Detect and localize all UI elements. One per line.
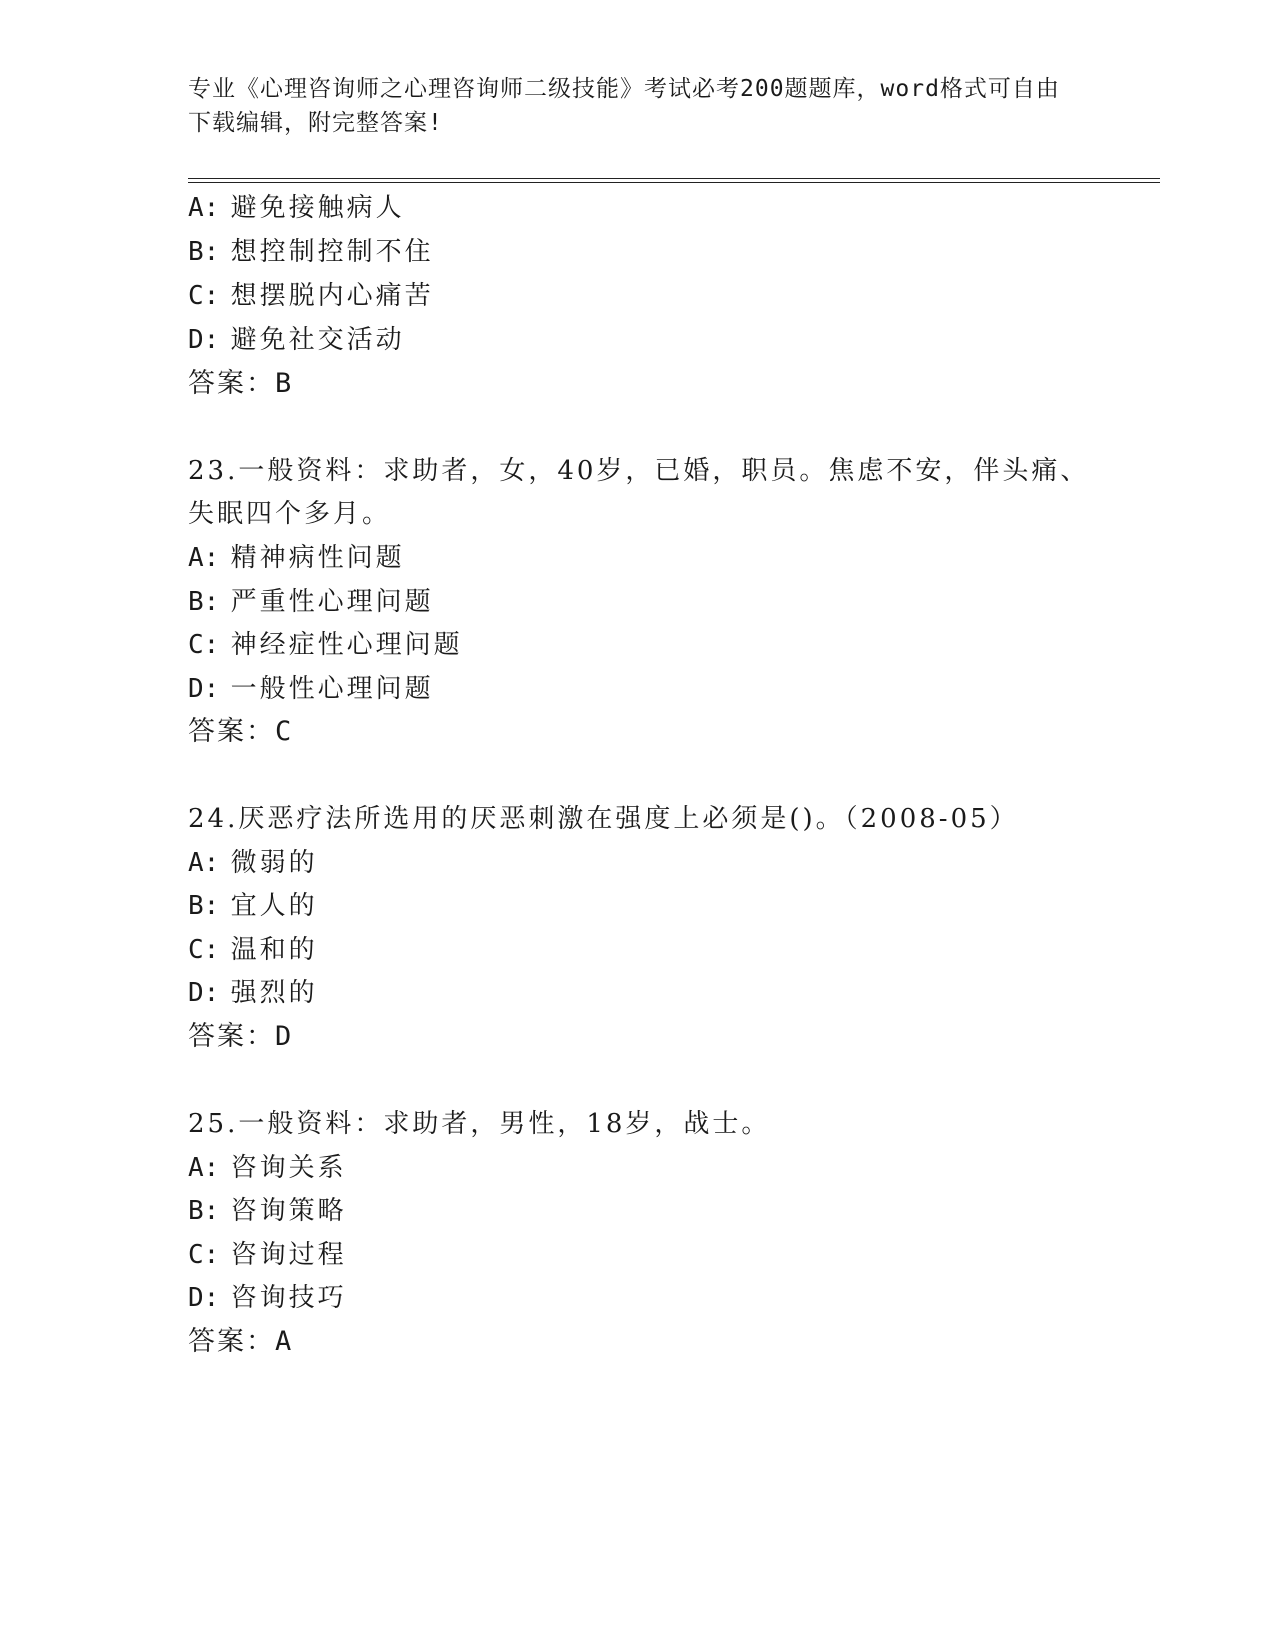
option-b: B: 想控制控制不住 bbox=[188, 237, 434, 267]
question-23-stem-cont: 失眠四个多月。 bbox=[188, 499, 392, 529]
question-25-stem: 25.一般资料：求助者，男性，18岁，战士。 bbox=[188, 1109, 771, 1139]
option-d: D: 避免社交活动 bbox=[188, 325, 405, 355]
header-divider-top bbox=[188, 178, 1160, 179]
option-a: A: 微弱的 bbox=[188, 848, 318, 878]
option-c: C: 温和的 bbox=[188, 935, 318, 965]
option-c: C: 神经症性心理问题 bbox=[188, 630, 463, 660]
option-a: A: 避免接触病人 bbox=[188, 193, 405, 223]
header-divider-bottom bbox=[188, 182, 1160, 183]
question-23-stem: 23.一般资料：求助者，女，40岁，已婚，职员。焦虑不安，伴头痛、 bbox=[188, 456, 1090, 486]
option-d: D: 咨询技巧 bbox=[188, 1283, 347, 1313]
document-header: 专业《心理咨询师之心理咨询师二级技能》考试必考200题题库，word格式可自由下载编辑，附完整答案! bbox=[188, 76, 1060, 136]
option-c: C: 想摆脱内心痛苦 bbox=[188, 281, 434, 311]
option-a: A: 精神病性问题 bbox=[188, 543, 405, 573]
answer-line: 答案：A bbox=[188, 1326, 294, 1357]
option-b: B: 宜人的 bbox=[188, 891, 318, 921]
option-d: D: 强烈的 bbox=[188, 978, 318, 1008]
answer-line: 答案：B bbox=[188, 368, 294, 399]
option-a: A: 咨询关系 bbox=[188, 1153, 347, 1183]
option-b: B: 严重性心理问题 bbox=[188, 587, 434, 617]
question-24-stem: 24.厌恶疗法所选用的厌恶刺激在强度上必须是()。（2008-05） bbox=[188, 804, 1019, 834]
answer-line: 答案：C bbox=[188, 716, 294, 747]
option-b: B: 咨询策略 bbox=[188, 1196, 347, 1226]
option-c: C: 咨询过程 bbox=[188, 1240, 347, 1270]
option-d: D: 一般性心理问题 bbox=[188, 674, 434, 704]
answer-line: 答案：D bbox=[188, 1021, 294, 1052]
